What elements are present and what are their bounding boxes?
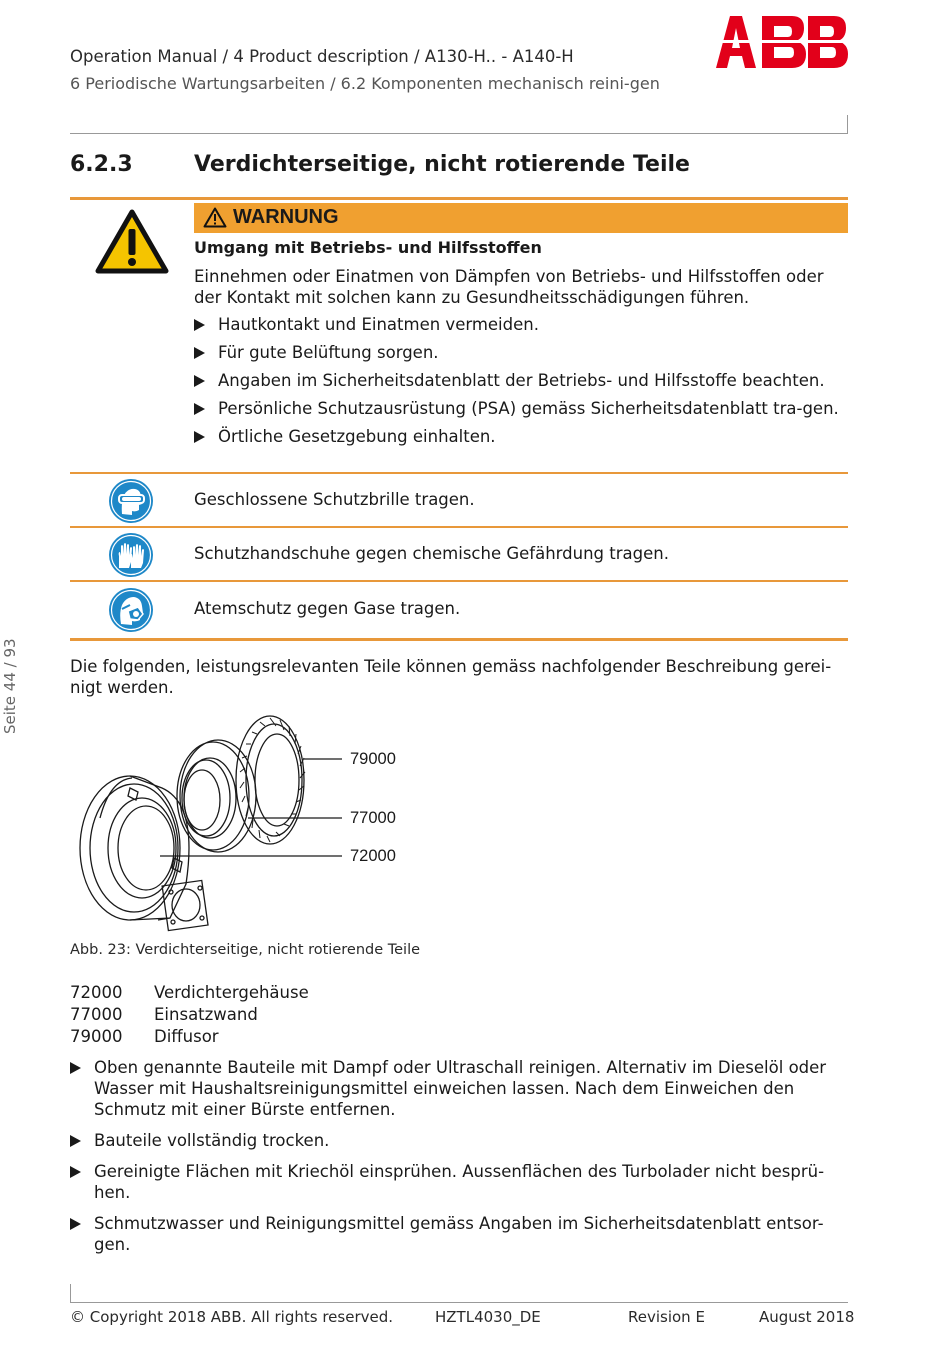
header-rule bbox=[70, 133, 848, 134]
section-number: 6.2.3 bbox=[70, 152, 133, 177]
warning-small-icon bbox=[203, 207, 227, 228]
list-item: Für gute Belüftung sorgen. bbox=[194, 342, 844, 363]
bullet-arrow-icon bbox=[194, 347, 205, 359]
list-item: Persönliche Schutzausrüstung (PSA) gemäss Sicherheitsdatenblatt tra-gen. bbox=[194, 398, 844, 419]
callout-79000: 79000 bbox=[350, 750, 396, 768]
bullet-arrow-icon bbox=[70, 1166, 81, 1178]
gloves-icon bbox=[108, 532, 154, 578]
header-rule-tick bbox=[847, 115, 848, 134]
table-row: 79000 Diffusor bbox=[70, 1027, 219, 1046]
diffuser-drawing bbox=[236, 716, 305, 844]
footer-date: August 2018 bbox=[759, 1308, 855, 1326]
header-breadcrumb: Operation Manual / 4 Product description / A130-H.. - A140-H bbox=[70, 47, 574, 66]
header-subsection: 6 Periodische Wartungsarbeiten / 6.2 Komponenten mechanisch reini-gen bbox=[70, 74, 660, 93]
list-item: Hautkontakt und Einatmen vermeiden. bbox=[194, 314, 844, 335]
intro-paragraph: Die folgenden, leistungsrelevanten Teile können gemäss nachfolgender Beschreibung gerei-nigt werden. bbox=[70, 657, 832, 697]
ppe-divider bbox=[70, 526, 848, 528]
footer-copyright: © Copyright 2018 ABB. All rights reserved. bbox=[70, 1308, 394, 1326]
warning-bullet-list bbox=[194, 314, 844, 454]
compressor-housing-drawing bbox=[80, 776, 208, 931]
cleaning-steps-list bbox=[70, 1057, 845, 1265]
ppe-respirator-text: Atemschutz gegen Gase tragen. bbox=[194, 599, 461, 618]
footer-document-id: HZTL4030_DE bbox=[435, 1308, 541, 1326]
callout-72000: 72000 bbox=[350, 847, 396, 865]
footer-revision: Revision E bbox=[628, 1308, 705, 1326]
respirator-icon bbox=[108, 587, 154, 633]
bullet-arrow-icon bbox=[70, 1135, 81, 1147]
ppe-goggles-text: Geschlossene Schutzbrille tragen. bbox=[194, 490, 475, 509]
goggles-icon bbox=[108, 478, 154, 524]
figure-caption: Abb. 23: Verdichterseitige, nicht rotierende Teile bbox=[70, 942, 421, 958]
list-item: Bauteile vollständig trocken. bbox=[70, 1130, 845, 1151]
parts-list bbox=[70, 982, 309, 1048]
bullet-arrow-icon bbox=[194, 319, 205, 331]
bullet-arrow-icon bbox=[70, 1062, 81, 1074]
table-row: 77000 Einsatzwand bbox=[70, 1005, 258, 1024]
warning-triangle-icon bbox=[95, 209, 169, 275]
list-item: Oben genannte Bauteile mit Dampf oder Ultraschall reinigen. Alternativ im Dieselöl oder Wasser mit Haushaltsreinigungsmittel einweichen lassen. Nach dem Einweichen den Schmutz mit einer Bürste entfernen. bbox=[70, 1057, 845, 1120]
list-item: Angaben im Sicherheitsdatenblatt der Betriebs- und Hilfsstoffe beachten. bbox=[194, 370, 844, 391]
warning-top-rule bbox=[70, 197, 848, 200]
footer-rule-tick bbox=[70, 1284, 71, 1303]
list-item: Örtliche Gesetzgebung einhalten. bbox=[194, 426, 844, 447]
ppe-divider bbox=[70, 580, 848, 582]
abb-logo bbox=[714, 16, 848, 68]
list-item: Gereinigte Flächen mit Kriechöl einsprühen. Aussenflächen des Turbolader nicht besprü-hen. bbox=[70, 1161, 845, 1203]
ppe-divider bbox=[70, 472, 848, 474]
bullet-arrow-icon bbox=[194, 375, 205, 387]
bullet-arrow-icon bbox=[194, 431, 205, 443]
warning-subtitle: Umgang mit Betriebs- und Hilfsstoffen bbox=[194, 238, 542, 257]
footer-rule bbox=[70, 1302, 848, 1303]
warning-bottom-rule bbox=[70, 638, 848, 641]
section-title: Verdichterseitige, nicht rotierende Teile bbox=[194, 152, 690, 177]
warning-label: WARNUNG bbox=[233, 206, 339, 228]
svg-text:ABB: ABB bbox=[714, 16, 717, 17]
callout-77000: 77000 bbox=[350, 809, 396, 827]
warning-text: Einnehmen oder Einatmen von Dämpfen von Betriebs- und Hilfsstoffen oder der Kontakt mit solchen kann zu Gesundheitsschädigungen führen. bbox=[194, 267, 824, 307]
bullet-arrow-icon bbox=[194, 403, 205, 415]
bullet-arrow-icon bbox=[70, 1218, 81, 1230]
table-row: 72000 Verdichtergehäuse bbox=[70, 983, 309, 1002]
list-item: Schmutzwasser und Reinigungsmittel gemäss Angaben im Sicherheitsdatenblatt entsor-gen. bbox=[70, 1213, 845, 1255]
page-number-side-label: Seite 44 / 93 bbox=[1, 638, 19, 734]
ppe-gloves-text: Schutzhandschuhe gegen chemische Gefährdung tragen. bbox=[194, 544, 669, 563]
